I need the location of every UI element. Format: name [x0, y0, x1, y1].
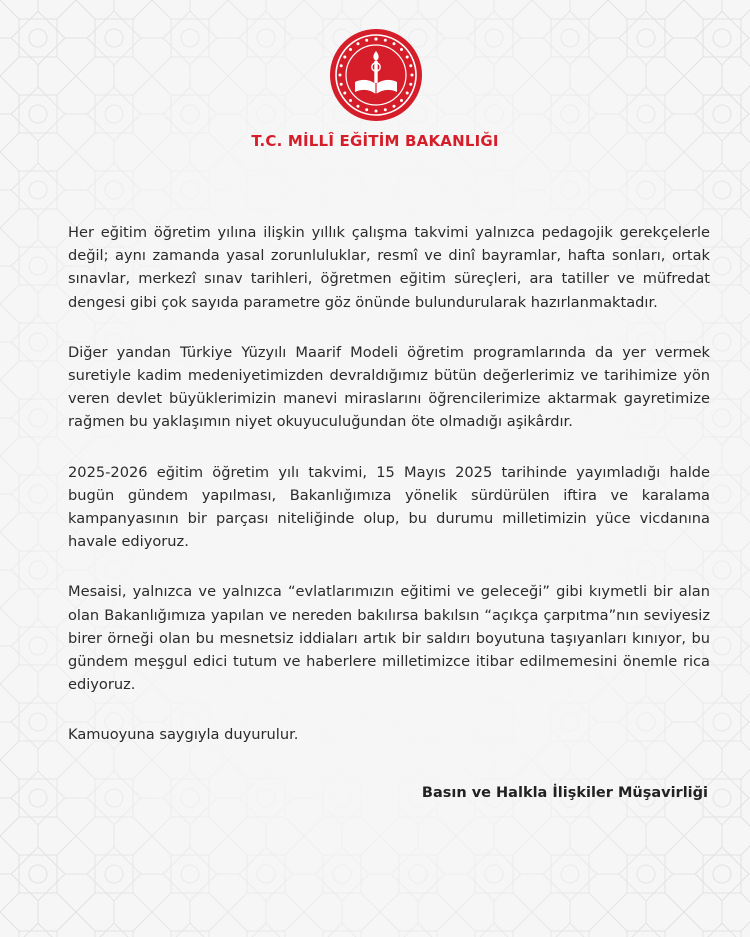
statement-paragraph: Mesaisi, yalnızca ve yalnızca “evlatlarımızın eğitimi ve geleceği” gibi kıymetli bir alan olan Bakanlığımıza yapılan ve nereden bakılırsa bakılsın “açıkça çarpıtma”nın seviyesiz birer örneği olan bu mesnetsiz iddiaları artık bir saldırı boyutuna taşıyanları kınıyor, bu gündem meşgul edici tutum ve haberlere milletimizce itibar edilmemesini önemle rica ediyoruz.: [68, 583, 710, 694]
statement-paragraph: Diğer yandan Türkiye Yüzyılı Maarif Modeli öğretim programlarında da yer vermek suretiyle kadim medeniyetimizden devraldığımız bütün değerlerimiz ve tarihimize yön veren devlet büyüklerimizin manevi miraslarını öğrencilerimize aktarmak gayretimize rağmen bu yaklaşımın niyet okuyuculuğundan öte olmadığı aşikârdır.: [68, 343, 710, 431]
signature-office: Basın ve Halkla İlişkiler Müşavirliği: [421, 785, 708, 801]
ministry-seal-logo: [328, 27, 424, 123]
closing-line: Kamuoyuna saygıyla duyurulur.: [68, 726, 299, 744]
ministry-name: T.C. MİLLÎ EĞİTİM BAKANLIĞI: [251, 132, 499, 150]
statement-paragraph: Her eğitim öğretim yılına ilişkin yıllık çalışma takvimi yalnızca pedagojik gerekçelerle değil; aynı zamanda yasal zorunluluklar, resmî ve dinî bayramlar, hafta sonları, ortak sınavlar, merkezî sınav tarihleri, öğretmen eğitim süreçleri, ara tatiller ve müfredat dengesi gibi çok sayıda parametre göz önünde bulundurularak hazırlanmaktadır.: [68, 224, 710, 311]
statement-paragraph: 2025-2026 eğitim öğretim yılı takvimi, 15 Mayıs 2025 tarihinde yayımladığı halde bugün gündem yapılması, Bakanlığımıza yönelik sürdürülen iftira ve karalama kampanyasının bir parçası niteliğinde olup, bu durumu milletimizin yüce vicdanına havale ediyoruz.: [68, 463, 710, 551]
statement-body: [68, 221, 710, 774]
